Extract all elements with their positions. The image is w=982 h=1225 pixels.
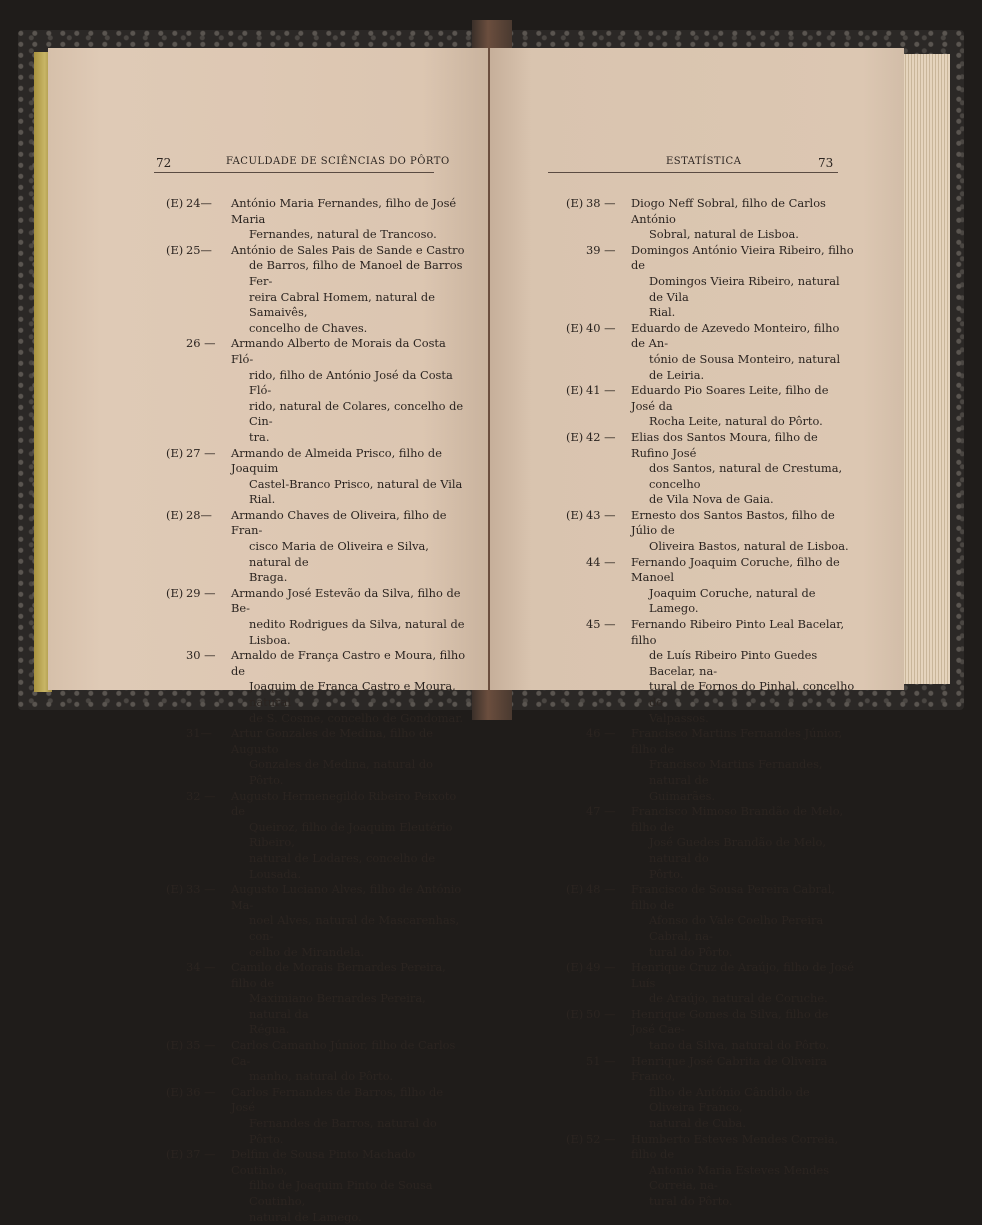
- entry-line: tano da Silva, natural do Pôrto.: [649, 1038, 830, 1053]
- entry-line: reira Cabral Homem, natural de Samaivês,: [249, 289, 435, 320]
- entry-number: 24—: [186, 196, 212, 210]
- entry-line: Camilo de Morais Bernardes Pereira, filho de: [231, 960, 446, 990]
- entry-line: Pôrto.: [649, 866, 684, 881]
- entry-line: Humberto Esteves Mendes Correia, filho de: [631, 1131, 839, 1162]
- entry-line: Maximiano Bernardes Pereira, natural da: [249, 991, 426, 1021]
- entry-line: Fernando Ribeiro Pinto Leal Bacelar, filho: [631, 617, 845, 647]
- entry-number: 49 —: [586, 960, 616, 975]
- entry-line: Francisco de Sousa Pereira Cabral, filho de: [631, 882, 835, 912]
- entry-line: Francisco Mimoso Brandão de Melo, filho de: [631, 804, 844, 834]
- entry-mark: (E): [166, 1084, 184, 1099]
- entry-mark: (E): [566, 882, 584, 897]
- entry-line: Henrique Cruz de Araújo, filho de José Luís: [631, 960, 855, 990]
- entry-mark: (E): [566, 320, 584, 335]
- entry: [166, 1085, 466, 1147]
- entry-line: Rial.: [649, 305, 676, 320]
- entry-line: Armando José Estevão da Silva, filho de Be-: [231, 585, 461, 616]
- entry-line: nedito Rodrigues da Silva, natural de: [249, 617, 465, 632]
- entry-line: Joaquim de França Castro e Moura, natural: [249, 679, 456, 709]
- entry-number: 38 —: [586, 196, 616, 210]
- entry-line: concelho de Chaves.: [249, 320, 368, 335]
- entry-number: 25—: [186, 242, 212, 257]
- entry: [166, 336, 466, 445]
- entry-line: José Guedes Brandão de Melo, natural do: [649, 835, 826, 865]
- entry-line: de Luís Ribeiro Pinto Guedes Bacelar, na-: [649, 648, 818, 678]
- entry-mark: (E): [166, 196, 184, 210]
- entry-number: 51 —: [586, 1053, 616, 1068]
- entry-number: 44 —: [586, 554, 616, 569]
- entry: [566, 321, 856, 383]
- entry-line: Lisboa.: [249, 632, 291, 647]
- entry-mark: (E): [566, 1006, 584, 1021]
- entry-mark: (E): [166, 507, 184, 522]
- entry-line: Eduardo de Azevedo Monteiro, filho de An-: [631, 320, 840, 351]
- entry-mark: (E): [566, 429, 584, 444]
- entry-line: Elias dos Santos Moura, filho de Rufino José: [631, 429, 818, 460]
- entry: [566, 508, 856, 555]
- entry-line: Armando Alberto de Morais da Costa Fló-: [231, 336, 446, 366]
- entry-number: 43 —: [586, 507, 616, 522]
- entry: [166, 446, 466, 508]
- entry-line: Joaquim Coruche, natural de Lamego.: [649, 585, 816, 616]
- entry-line: Fernandes, natural de Trancoso.: [249, 227, 437, 242]
- entry-line: tural do Pôrto.: [649, 944, 733, 959]
- entry-line: Armando de Almeida Prisco, filho de Joaquim: [231, 445, 442, 476]
- entry: [566, 430, 856, 508]
- left-page: [48, 48, 488, 1224]
- entry-line: Gonzales de Medina, natural do Pôrto.: [249, 757, 433, 787]
- entry-line: de Barros, filho de Manoel de Barros Fer-: [249, 258, 463, 288]
- entry-mark: (E): [166, 445, 184, 460]
- entry: [166, 1147, 466, 1225]
- entry-line: Ernesto dos Santos Bastos, filho de Júlio de: [631, 507, 835, 538]
- entry-line: Fernandes de Barros, natural do Pôrto.: [249, 1116, 437, 1146]
- entry-line: Oliveira Bastos, natural de Lisboa.: [649, 539, 849, 554]
- entry-line: tra.: [249, 429, 270, 444]
- entry-number: 46 —: [586, 726, 616, 741]
- entry-mark: (E): [166, 882, 184, 897]
- entry-line: manho, natural do Pôrto.: [249, 1069, 394, 1084]
- entry-line: tural de Fornos do Pinhal, concelho de: [649, 679, 855, 709]
- entry-number: 47 —: [586, 804, 616, 819]
- entry-line: celho de Mirandela.: [249, 944, 365, 959]
- entry: [566, 1007, 856, 1054]
- entry-line: Domingos Vieira Ribeiro, natural de Vila: [649, 273, 840, 304]
- entry-line: Braga.: [249, 570, 288, 585]
- entry-number: 36 —: [186, 1084, 216, 1099]
- entry: [566, 383, 856, 430]
- entry: [566, 243, 856, 321]
- entry-number: 48 —: [586, 882, 616, 897]
- entry-line: filho de Joaquim Pinto de Sousa Coutinho,: [249, 1178, 433, 1208]
- entry: [166, 648, 466, 726]
- right-running-head: ESTATÍSTICA: [666, 156, 742, 167]
- entry-line: Fernando Joaquim Coruche, filho de Manoel: [631, 554, 840, 585]
- entry-number: 41 —: [586, 383, 616, 398]
- entry-line: Henrique José Cabrita de Oliveira Franco,: [631, 1053, 827, 1084]
- entry-number: 45 —: [586, 617, 616, 632]
- entry: [566, 1054, 856, 1132]
- entry-mark: (E): [566, 383, 584, 398]
- entry-line: Queiroz, filho de Joaquim Eleutério Ribeiro,: [249, 819, 453, 850]
- entry-number: 42 —: [586, 429, 616, 444]
- entry: [166, 586, 466, 648]
- entry-number: 52 —: [586, 1131, 616, 1146]
- entry-line: Arnaldo de França Castro e Moura, filho de: [231, 648, 466, 678]
- entry-line: Antonio Maria Esteves Mendes Correia, na-: [649, 1162, 830, 1193]
- entry-line: Carlos Fernandes de Barros, filho de José: [231, 1084, 444, 1115]
- entry-line: de Araújo, natural de Coruche.: [649, 991, 828, 1006]
- entry-line: noel Alves, natural de Mascarenhas, con-: [249, 913, 460, 943]
- entry-line: natural de Cuba.: [649, 1116, 746, 1131]
- entry-line: natural de Lamego.: [249, 1209, 362, 1224]
- entry-mark: (E): [166, 585, 184, 600]
- entry-number: 26 —: [186, 336, 216, 351]
- entry-line: tural do Pôrto.: [649, 1194, 733, 1208]
- entry-number: 37 —: [186, 1147, 216, 1162]
- entry-line: Rocha Leite, natural do Pôrto.: [649, 414, 823, 429]
- entry-line: António Maria Fernandes, filho de José Maria: [231, 196, 457, 226]
- entry-line: Carlos Camanho Júnior, filho de Carlos Ca-: [231, 1038, 456, 1068]
- entry-mark: (E): [166, 1147, 184, 1162]
- entry-line: de S. Cosme, concelho de Gondomar.: [249, 710, 464, 725]
- entry-line: Guimarães.: [649, 788, 716, 803]
- entry: [166, 243, 466, 337]
- entry-line: Diogo Neff Sobral, filho de Carlos António: [631, 196, 826, 226]
- entry: [166, 196, 466, 243]
- entry-mark: (E): [566, 196, 584, 210]
- right-entry-list: [566, 196, 856, 1210]
- entry-mark: (E): [566, 960, 584, 975]
- entry-number: 32 —: [186, 788, 216, 803]
- entry-number: 50 —: [586, 1006, 616, 1021]
- entry-line: Domingos António Vieira Ribeiro, filho de: [631, 242, 854, 273]
- entry-number: 29 —: [186, 585, 216, 600]
- entry-line: Augusto Luciano Alves, filho de António Ma-: [231, 882, 462, 912]
- left-page-number: 72: [156, 156, 172, 170]
- entry-mark: (E): [166, 1038, 184, 1053]
- entry-number: 34 —: [186, 960, 216, 975]
- entry-line: Sobral, natural de Lisboa.: [649, 227, 799, 242]
- entry-line: Régua.: [249, 1022, 290, 1037]
- entry-line: natural de Lodares, concelho de Lousada.: [249, 850, 436, 881]
- entry-mark: (E): [566, 1131, 584, 1146]
- entry: [566, 196, 856, 243]
- entry-line: Francisco Martins Fernandes Júnior, filho de: [631, 726, 843, 756]
- entry: [166, 882, 466, 960]
- right-page: [490, 48, 904, 1208]
- right-page-number: 73: [818, 156, 834, 170]
- entry: [566, 1132, 856, 1210]
- entry-line: tónio de Sousa Monteiro, natural de Leiria.: [649, 351, 841, 382]
- entry-mark: (E): [166, 242, 184, 257]
- entry: [566, 960, 856, 1007]
- entry-number: 28—: [186, 507, 212, 522]
- entry-line: Francisco Martins Fernandes, natural de: [649, 757, 823, 787]
- entry-line: Valpassos.: [649, 710, 709, 725]
- entry-line: rido, natural de Colares, concelho de Cin-: [249, 398, 464, 429]
- entry-line: Artur Gonzales de Medina, filho de Augusto: [231, 726, 434, 756]
- entry-line: Eduardo Pio Soares Leite, filho de José da: [631, 383, 829, 413]
- entry-mark: (E): [566, 507, 584, 522]
- entry-number: 27 —: [186, 445, 216, 460]
- entry: [166, 1038, 466, 1085]
- entry-line: Augusto Hermenegildo Ribeiro Peixoto de: [231, 788, 457, 819]
- entry-line: Delfim de Sousa Pinto Machado Coutinho,: [231, 1147, 416, 1177]
- entry-line: Castel-Branco Prisco, natural de Vila Rial.: [249, 476, 463, 507]
- left-entry-list: [166, 196, 466, 1225]
- entry-number: 39 —: [586, 242, 616, 257]
- entry: [566, 726, 856, 804]
- entry-number: 40 —: [586, 320, 616, 335]
- entry-line: dos Santos, natural de Crestuma, concelho: [649, 461, 843, 491]
- right-page-edges: [902, 54, 950, 684]
- entry-line: Henrique Gomes da Silva, filho de José Cae-: [631, 1006, 829, 1037]
- entry: [566, 804, 856, 882]
- entry-number: 30 —: [186, 648, 216, 663]
- entry: [566, 882, 856, 960]
- entry: [566, 555, 856, 617]
- entry-number: 33 —: [186, 882, 216, 897]
- entry-line: rido, filho de António José da Costa Fló-: [249, 367, 453, 398]
- entry-line: de Vila Nova de Gaia.: [649, 492, 774, 507]
- entry: [166, 789, 466, 883]
- entry-number: 35 —: [186, 1038, 216, 1053]
- entry-line: Armando Chaves de Oliveira, filho de Fran-: [231, 507, 447, 538]
- entry: [166, 508, 466, 586]
- entry: [566, 617, 856, 726]
- entry-line: António de Sales Pais de Sande e Castro: [231, 242, 465, 257]
- left-running-head: FACULDADE DE SCIÊNCIAS DO PÔRTO: [226, 156, 450, 167]
- entry: [166, 726, 466, 788]
- left-header-rule: [154, 172, 434, 173]
- right-header-rule: [548, 172, 838, 173]
- entry-line: cisco Maria de Oliveira e Silva, natural de: [249, 539, 429, 569]
- entry-line: filho de António Cândido de Oliveira Franco,: [649, 1084, 810, 1115]
- entry-number: 31—: [186, 726, 212, 741]
- entry-line: Afonso do Vale Coelho Pereira Cabral, na-: [649, 913, 824, 943]
- entry: [166, 960, 466, 1038]
